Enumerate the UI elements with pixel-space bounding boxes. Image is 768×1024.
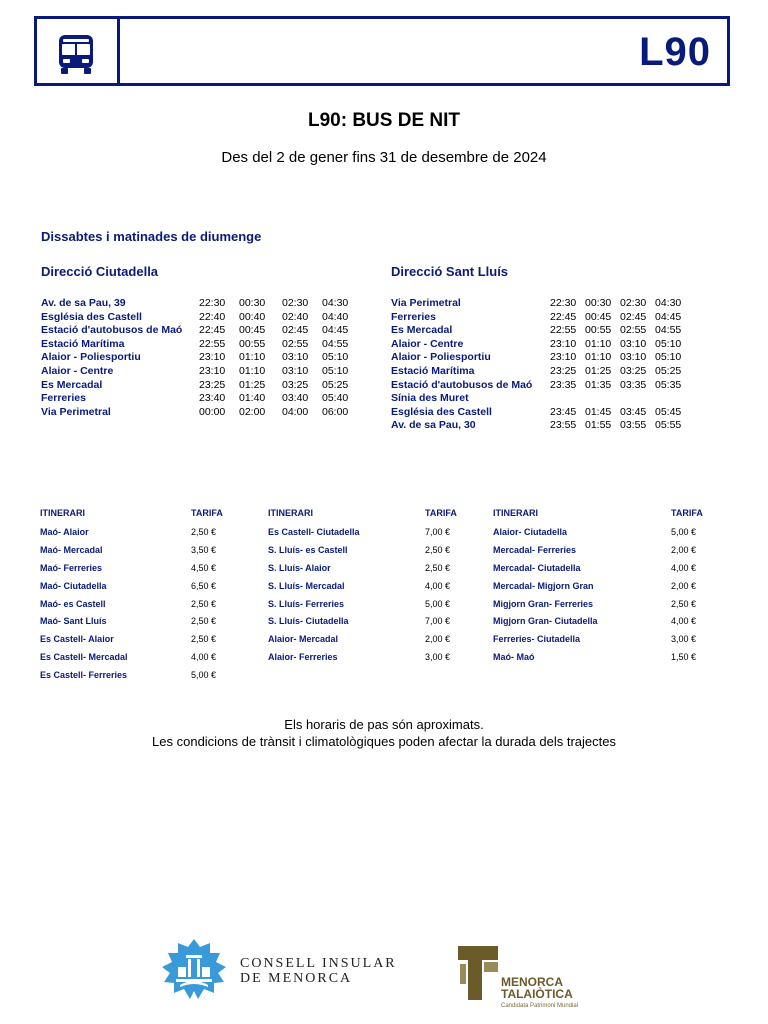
stop-name: Via Perimetral bbox=[41, 405, 111, 418]
tarifa-header: TARIFA bbox=[191, 508, 223, 518]
departure-time: 23:10 bbox=[550, 351, 577, 364]
fare-price: 4,00 € bbox=[671, 616, 697, 627]
departure-time: 03:45 bbox=[620, 405, 647, 418]
departure-time: 05:35 bbox=[655, 378, 682, 391]
fare-price: 4,00 € bbox=[425, 580, 451, 591]
fare-price: 2,50 € bbox=[191, 616, 217, 627]
departure-time: 04:40 bbox=[322, 310, 349, 323]
departure-time: 05:10 bbox=[655, 337, 682, 350]
departure-time: 22:40 bbox=[199, 310, 226, 323]
fare-route: Migjorn Gran- Ferreries bbox=[493, 598, 594, 609]
stop-name: Estació d'autobusos de Maó bbox=[391, 378, 533, 391]
stop-name: Alaior - Poliesportiu bbox=[41, 351, 141, 364]
fare-price: 2,50 € bbox=[425, 544, 451, 555]
stop-name: Ferreries bbox=[41, 392, 86, 405]
cim-name-line-2: DE MENORCA bbox=[240, 971, 353, 986]
fare-route: Maó- Ferreries bbox=[40, 562, 103, 573]
fare-price: 2,50 € bbox=[191, 527, 217, 537]
departure-time: 03:10 bbox=[282, 351, 309, 364]
fare-price: 2,50 € bbox=[191, 634, 217, 645]
itinerari-header: ITINERARI bbox=[40, 508, 85, 518]
fare-route: Maó- Ciutadella bbox=[40, 580, 107, 591]
departure-time: 00:55 bbox=[585, 324, 612, 337]
fare-price: 3,50 € bbox=[191, 544, 217, 555]
fare-price: 7,00 € bbox=[425, 616, 451, 627]
departure-time: 23:25 bbox=[550, 364, 577, 377]
departure-time: 00:40 bbox=[239, 310, 266, 323]
departure-time: 23:35 bbox=[550, 378, 577, 391]
fare-route: Es Castell- Ferreries bbox=[40, 670, 128, 681]
departure-time: 05:45 bbox=[655, 405, 682, 418]
disclaimer-note bbox=[0, 716, 768, 750]
page-title: L90: BUS DE NIT bbox=[307, 110, 461, 131]
stop-name: Via Perimetral bbox=[391, 297, 461, 309]
departure-time: 03:10 bbox=[620, 351, 647, 364]
departure-time: 00:45 bbox=[585, 310, 612, 323]
fare-route: S. Lluís- Ciutadella bbox=[268, 616, 349, 627]
direction-title-ciutadella: Direcció Ciutadella bbox=[41, 264, 159, 279]
fare-price: 3,00 € bbox=[425, 652, 451, 663]
fare-price: 3,00 € bbox=[671, 634, 697, 645]
stop-name: Es Mercadal bbox=[41, 378, 103, 391]
departure-time: 02:55 bbox=[282, 337, 309, 350]
fare-route: Maó- es Castell bbox=[40, 598, 106, 609]
departure-time: 01:10 bbox=[585, 337, 612, 350]
departure-time: 04:45 bbox=[322, 324, 349, 337]
stop-name: Estació Marítima bbox=[391, 364, 475, 377]
departure-time: 23:10 bbox=[199, 364, 226, 377]
departure-time: 00:00 bbox=[199, 405, 226, 418]
departure-time: 02:40 bbox=[282, 310, 309, 323]
itinerari-header: ITINERARI bbox=[493, 508, 538, 518]
stop-name: Sínia des Muret bbox=[391, 392, 469, 405]
departure-time: 23:10 bbox=[550, 337, 577, 350]
fare-route: Ferreries- Ciutadella bbox=[493, 634, 581, 645]
departure-time: 22:55 bbox=[199, 337, 226, 350]
departure-time: 05:25 bbox=[322, 378, 349, 391]
talaiotica-line-1: MENORCA bbox=[501, 975, 563, 989]
fare-route: Alaior- Ciutadella bbox=[493, 527, 568, 537]
fare-price: 4,00 € bbox=[191, 652, 217, 663]
departure-time: 00:30 bbox=[585, 297, 612, 309]
departure-time: 01:25 bbox=[585, 364, 612, 377]
stop-name: Ferreries bbox=[391, 310, 436, 323]
fare-route: Es Castell- Ciutadella bbox=[268, 527, 360, 537]
departure-time: 03:35 bbox=[620, 378, 647, 391]
fare-route: Mercadal- Ferreries bbox=[493, 544, 577, 555]
fare-price: 2,50 € bbox=[425, 562, 451, 573]
tarifa-header: TARIFA bbox=[671, 508, 703, 518]
fare-price: 4,00 € bbox=[671, 562, 697, 573]
talaiotica-line-2: TALAIÒTICA bbox=[501, 987, 573, 1001]
departure-time: 22:30 bbox=[199, 297, 226, 309]
bus-icon bbox=[55, 33, 97, 75]
fare-route: Alaior- Ferreries bbox=[268, 652, 338, 663]
fare-price: 5,00 € bbox=[425, 598, 451, 609]
departure-time: 01:10 bbox=[585, 351, 612, 364]
fare-route: Maó- Alaior bbox=[40, 527, 89, 537]
departure-time: 23:40 bbox=[199, 392, 226, 405]
fare-route: S. Lluís- Mercadal bbox=[268, 580, 345, 591]
fare-price: 1,50 € bbox=[671, 652, 697, 663]
departure-time: 01:55 bbox=[585, 419, 612, 432]
fare-route: S. Lluís- es Castell bbox=[268, 544, 348, 555]
departure-time: 22:45 bbox=[550, 310, 577, 323]
fare-price: 2,00 € bbox=[671, 580, 697, 591]
talaiotica-logo-icon bbox=[458, 946, 498, 1000]
cim-name-line-1: CONSELL INSULAR bbox=[240, 956, 397, 971]
fare-price: 5,00 € bbox=[191, 670, 217, 681]
stop-name: Alaior - Poliesportiu bbox=[391, 351, 491, 364]
departure-time: 01:45 bbox=[585, 405, 612, 418]
validity-period: Des del 2 de gener fins 31 de desembre de 2024 bbox=[221, 149, 547, 166]
departure-time: 01:25 bbox=[239, 378, 266, 391]
fare-route: Maó- Mercadal bbox=[40, 544, 103, 555]
departure-time: 05:25 bbox=[655, 364, 682, 377]
departure-time: 02:30 bbox=[620, 297, 647, 309]
note-line-2: Les condicions de trànsit i climatològiques poden afectar la durada dels trajectes bbox=[152, 734, 616, 749]
departure-time: 03:55 bbox=[620, 419, 647, 432]
departure-time: 03:10 bbox=[282, 364, 309, 377]
fare-price: 4,50 € bbox=[191, 562, 217, 573]
departure-time: 01:10 bbox=[239, 351, 266, 364]
stop-name: Av. de sa Pau, 39 bbox=[41, 297, 126, 309]
fare-price: 2,00 € bbox=[425, 634, 451, 645]
stop-name: Estació Marítima bbox=[41, 337, 125, 350]
service-days-label: Dissabtes i matinades de diumenge bbox=[41, 229, 262, 244]
departure-time: 04:30 bbox=[322, 297, 349, 309]
departure-time: 05:55 bbox=[655, 419, 682, 432]
departure-time: 22:30 bbox=[550, 297, 577, 309]
departure-time: 01:40 bbox=[239, 392, 266, 405]
fare-route: Maó- Maó bbox=[493, 652, 535, 663]
fare-route: Maó- Sant Lluís bbox=[40, 616, 107, 627]
departure-time: 02:45 bbox=[620, 310, 647, 323]
stop-name: Alaior - Centre bbox=[391, 337, 464, 350]
fare-route: Mercadal- Migjorn Gran bbox=[493, 580, 594, 591]
departure-time: 00:45 bbox=[239, 324, 266, 337]
stop-name: Església des Castell bbox=[391, 405, 492, 418]
fare-price: 6,50 € bbox=[191, 580, 217, 591]
fare-route: Alaior- Mercadal bbox=[268, 634, 339, 645]
talaiotica-subtitle: Candidata Patrimoni Mundial bbox=[501, 1003, 579, 1009]
line-code: L90 bbox=[639, 30, 711, 74]
fare-route: Migjorn Gran- Ciutadella bbox=[493, 616, 598, 627]
departure-time: 23:25 bbox=[199, 378, 226, 391]
header-divider bbox=[117, 19, 120, 83]
tarifa-header: TARIFA bbox=[425, 508, 457, 518]
cim-name bbox=[240, 956, 397, 986]
departure-time: 02:30 bbox=[282, 297, 309, 309]
fare-route: Es Castell- Alaior bbox=[40, 634, 114, 645]
departure-time: 00:30 bbox=[239, 297, 266, 309]
note-line-1: Els horaris de pas són aproximats. bbox=[284, 717, 484, 732]
departure-time: 02:00 bbox=[239, 405, 266, 418]
departure-time: 04:30 bbox=[655, 297, 682, 309]
departure-time: 04:55 bbox=[655, 324, 682, 337]
departure-time: 04:55 bbox=[322, 337, 349, 350]
line-header bbox=[34, 16, 730, 86]
direction-title-sant-lluis: Direcció Sant Lluís bbox=[391, 264, 509, 279]
departure-time: 03:25 bbox=[620, 364, 647, 377]
departure-time: 23:55 bbox=[550, 419, 577, 432]
stop-name: Es Mercadal bbox=[391, 324, 453, 337]
departure-time: 23:10 bbox=[199, 351, 226, 364]
talaiotica-name bbox=[501, 976, 573, 1000]
departure-time: 03:10 bbox=[620, 337, 647, 350]
departure-time: 06:00 bbox=[322, 405, 349, 418]
fare-price: 2,50 € bbox=[671, 598, 697, 609]
departure-time: 22:45 bbox=[199, 324, 226, 337]
departure-time: 01:10 bbox=[239, 364, 266, 377]
cim-emblem-icon bbox=[156, 937, 232, 1001]
departure-time: 04:00 bbox=[282, 405, 309, 418]
departure-time: 05:40 bbox=[322, 392, 349, 405]
fare-route: Mercadal- Ciutadella bbox=[493, 562, 581, 573]
fare-price: 7,00 € bbox=[425, 527, 451, 537]
fare-price: 2,50 € bbox=[191, 598, 217, 609]
stop-name: Av. de sa Pau, 30 bbox=[391, 419, 476, 432]
departure-time: 01:35 bbox=[585, 378, 612, 391]
departure-time: 23:45 bbox=[550, 405, 577, 418]
fare-route: Es Castell- Mercadal bbox=[40, 652, 128, 663]
departure-time: 03:25 bbox=[282, 378, 309, 391]
departure-time: 22:55 bbox=[550, 324, 577, 337]
departure-time: 05:10 bbox=[655, 351, 682, 364]
fare-price: 2,00 € bbox=[671, 544, 697, 555]
stop-name: Estació d'autobusos de Maó bbox=[41, 324, 183, 337]
stop-name: Església des Castell bbox=[41, 310, 142, 323]
departure-time: 02:45 bbox=[282, 324, 309, 337]
fare-price: 5,00 € bbox=[671, 527, 697, 537]
fare-route: S. Lluís- Ferreries bbox=[268, 598, 345, 609]
departure-time: 05:10 bbox=[322, 351, 349, 364]
stop-name: Alaior - Centre bbox=[41, 364, 114, 377]
itinerari-header: ITINERARI bbox=[268, 508, 313, 518]
departure-time: 05:10 bbox=[322, 364, 349, 377]
departure-time: 04:45 bbox=[655, 310, 682, 323]
departure-time: 00:55 bbox=[239, 337, 266, 350]
departure-time: 02:55 bbox=[620, 324, 647, 337]
fare-route: S. Lluís- Alaior bbox=[268, 562, 331, 573]
departure-time: 03:40 bbox=[282, 392, 309, 405]
